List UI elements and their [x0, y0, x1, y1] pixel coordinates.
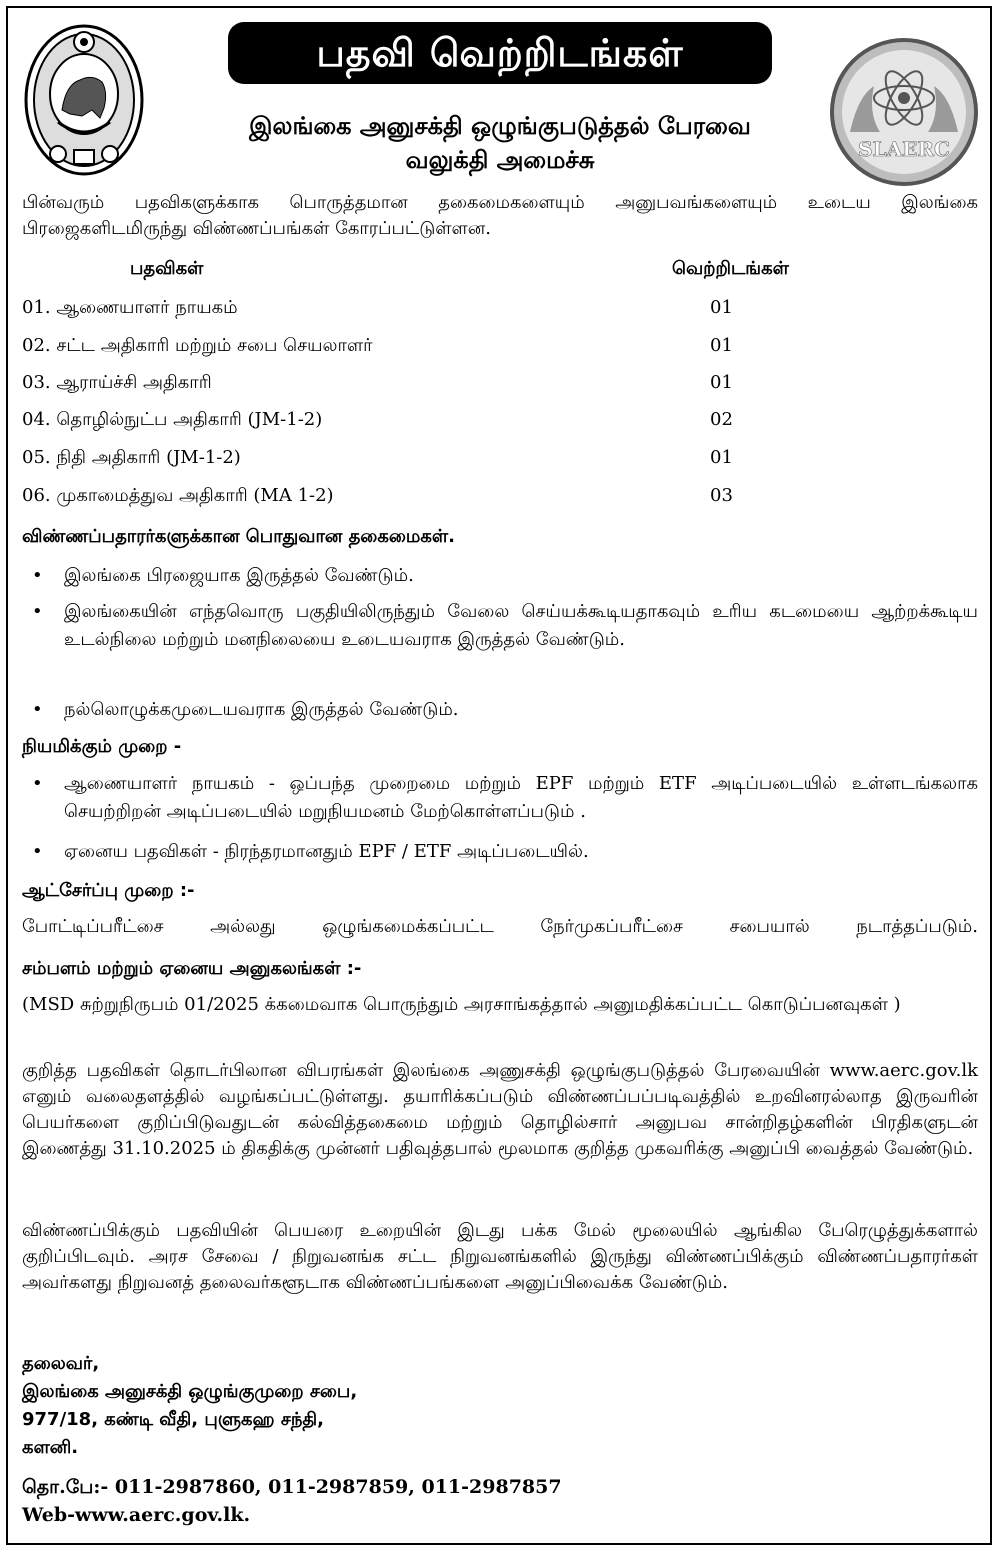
qualifications-heading: விண்ணப்பதாரர்களுக்கான பொதுவான தகைமைகள். — [22, 526, 455, 547]
recruitment-text: போட்டிப்பரீட்சை அல்லது ஒழுங்கமைக்கப்பட்ட நேர்முகப்பரீட்சை சபையால் நடாத்தப்படும். — [22, 916, 978, 937]
page-title: பதவி வெற்றிடங்கள் — [228, 22, 772, 84]
qualification-item: • இலங்கையின் எந்தவொரு பகுதியிலிருந்தும் வேலை செய்யக்கூடியதாகவும் உரிய கடமையை ஆற்றக்கூடிய உடல்நிலை மற்றும் மனநிலையை உடையவராக இருத்தல் வேண்டும். — [22, 598, 978, 684]
recruitment-heading: ஆட்சேர்ப்பு முறை :- — [22, 880, 195, 901]
appointment-item: • ஆணையாளர் நாயகம் - ஒப்பந்த முறைமை மற்றும் EPF மற்றும் ETF அடிப்படையில் உள்ளடங்கலாக செயற்றிறன் அடிப்படையில் மறுநியமனம் மேற்கொள்ளப்படும் . — [22, 770, 978, 828]
organization-name: இலங்கை அனுசக்தி ஒழுங்குபடுத்தல் பேரவை — [249, 112, 751, 140]
address-line: 977/18, கண்டி வீதி, புளுகஹ சந்தி, — [22, 1409, 324, 1430]
position-vacancies: 01 — [710, 447, 733, 468]
position-name: 01. ஆணையாளர் நாயகம் — [22, 297, 238, 318]
position-vacancies: 01 — [710, 297, 733, 318]
website-link[interactable]: Web-www.aerc.gov.lk. — [22, 1504, 251, 1526]
salary-heading: சம்பளம் மற்றும் ஏனைய அனுகலங்கள் :- — [22, 958, 362, 979]
position-name: 03. ஆராய்ச்சி அதிகாரி — [22, 372, 212, 393]
position-vacancies: 02 — [710, 409, 733, 430]
bullet-icon: • — [32, 699, 43, 720]
address-line: களனி. — [22, 1437, 79, 1458]
address-line: இலங்கை அனுசக்தி ஒழுங்குமுறை சபை, — [22, 1381, 358, 1402]
appointment-item: • ஏனைய பதவிகள் - நிரந்தரமானதும் EPF / ETF அடிப்படையில். — [22, 838, 978, 866]
salary-text: (MSD சுற்றுநிருபம் 01/2025 க்கமைவாக பொருந்தும் அரசாங்கத்தால் அனுமதிக்கப்பட்ட கொடுப்பனவுகள் ) — [22, 994, 901, 1015]
qualification-item: • இலங்கை பிரஜையாக இருத்தல் வேண்டும். — [22, 562, 978, 590]
ministry-name: வலுக்தி அமைச்சு — [405, 146, 595, 174]
slaerc-logo — [828, 36, 980, 188]
position-vacancies: 01 — [710, 372, 733, 393]
bullet-icon: • — [32, 601, 43, 622]
position-name: 05. நிதி அதிகாரி (JM-1-2) — [22, 447, 241, 468]
logo-text: SLAERC — [858, 137, 950, 161]
details-paragraph: குறித்த பதவிகள் தொடர்பிலான விபரங்கள் இலங்கை அணுசக்தி ஒழுங்குபடுத்தல் பேரவையின் www.aerc.gov.lk எனும் வலைதளத்தில் வழங்கப்பட்டுள்ளது. தயாரிக்கப்படும் விண்ணப்பப்படிவத்தில் உறவினரல்லாத இருவரின் பெயர்களை குறிப்பிடுவதுடன் கல்வித்தகைமை மற்றும் தொழில்சார் அனுபவ சான்றிதழ்களின் பிரதிகளுடன் இணைத்து 31.10.2025 ம் திகதிக்கு முன்னர் பதிவுத்தபால் மூலமாக குறித்த முகவரிக்கு அனுப்பி வைத்தல் வேண்டும். — [22, 1060, 978, 1159]
col-header-post: பதவிகள் — [130, 258, 204, 279]
position-vacancies: 01 — [710, 335, 733, 356]
bullet-icon: • — [32, 565, 43, 586]
col-header-vacancies: வெற்றிடங்கள் — [672, 258, 789, 279]
sri-lanka-emblem-icon — [22, 22, 146, 178]
phone-numbers: தொ.பே:- 011-2987860, 011-2987859, 011-2987857 — [22, 1476, 562, 1498]
position-vacancies: 03 — [710, 485, 733, 506]
position-name: 06. முகாமைத்துவ அதிகாரி (MA 1-2) — [22, 485, 334, 506]
position-name: 04. தொழில்நுட்ப அதிகாரி (JM-1-2) — [22, 409, 323, 430]
intro-paragraph: பின்வரும் பதவிகளுக்காக பொருத்தமான தகைமைகளையும் அனுபவங்களையும் உடைய இலங்கை பிரஜைகளிடமிருந்து விண்ணப்பங்கள் கோரப்பட்டுள்ளன. — [22, 192, 978, 239]
qualification-item: • நல்லொழுக்கமுடையவராக இருத்தல் வேண்டும். — [22, 696, 978, 724]
bullet-icon: • — [32, 773, 43, 794]
bullet-icon: • — [32, 841, 43, 862]
envelope-paragraph: விண்ணப்பிக்கும் பதவியின் பெயரை உறையின் இடது பக்க மேல் மூலையில் ஆங்கில பேரெழுத்துக்களால் குறிப்பிடவும். அரச சேவை / நிறுவனங்க சட்ட நிறுவனங்களில் இருந்து விண்ணப்பிக்கும் விண்ணப்பதாரர்கள் அவர்களது நிறுவனத் தலைவர்களூடாக விண்ணப்பங்களை அனுப்பிவைக்க வேண்டும். — [22, 1220, 978, 1293]
address-line: தலைவர், — [22, 1353, 100, 1374]
position-name: 02. சட்ட அதிகாரி மற்றும் சபை செயலாளர் — [22, 335, 373, 356]
appointment-heading: நியமிக்கும் முறை - — [22, 736, 182, 757]
